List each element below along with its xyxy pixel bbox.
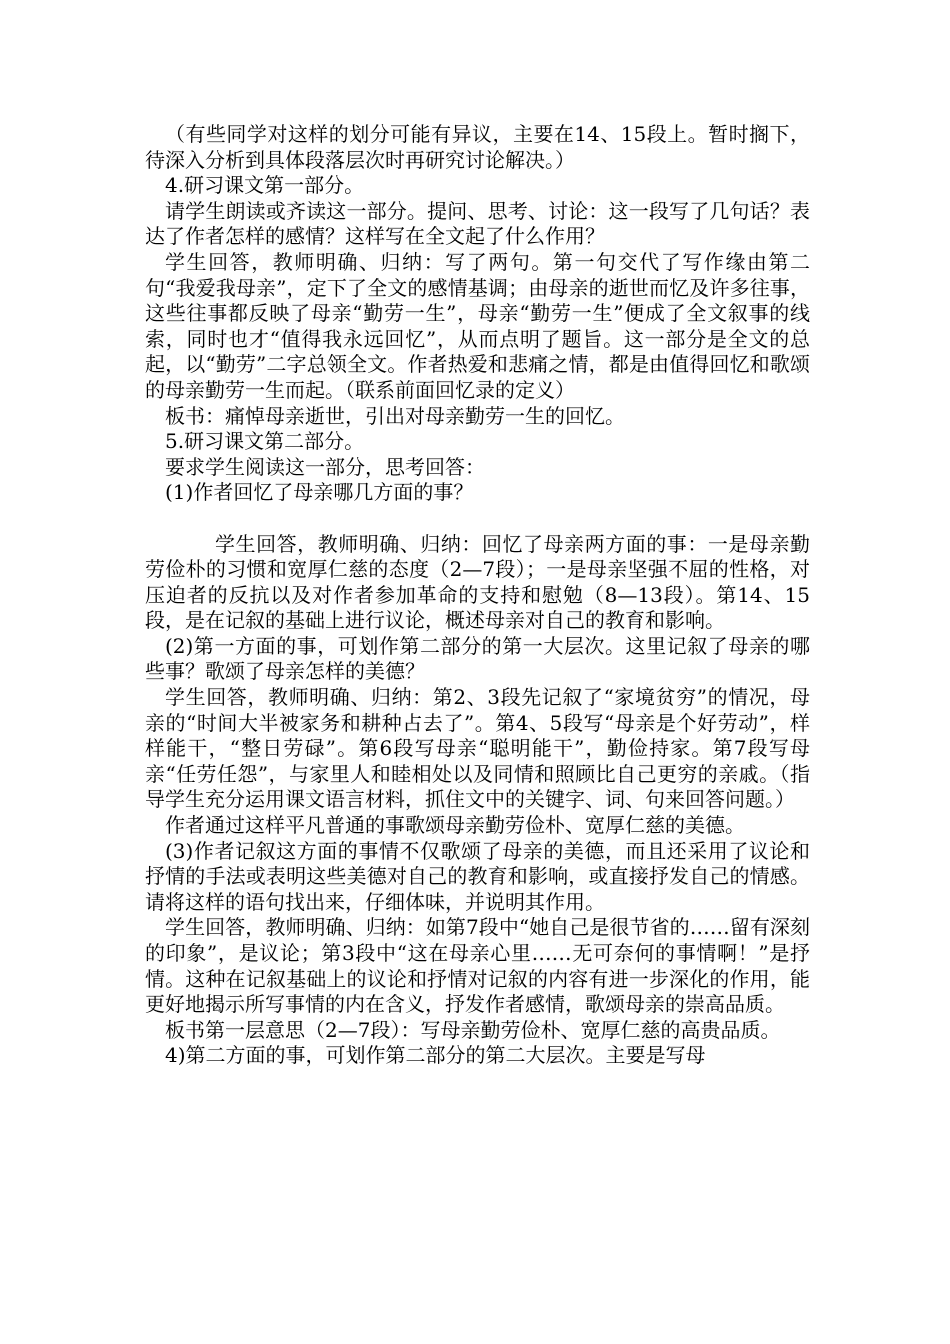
paragraph-answer-part1: 学生回答，教师明确、归纳：写了两句。第一句交代了写作缘由第二句“我爱我母亲”，定下了全文的感情基调；由母亲的逝世而忆及许多往事，这些往事都反映了母亲“勤劳一生”，母亲“勤劳一生”便成了全文叙事的线索，同时也才“值得我永远回忆”，从而点明了题旨。这一部分是全文的总起，以“勤劳”二字总领全文。作者热爱和悲痛之情，都是由值得回忆和歌颂的母亲勤劳一生而起。（联系前面回忆录的定义） [145,249,810,402]
paragraph-requirement: 要求学生阅读这一部分，思考回答： [165,454,485,479]
paragraph-answer-2: 学生回答，教师明确、归纳：第2、3段先记叙了“家境贫穷”的情况，母亲的“时间大半被家务和耕种占去了”。第4、5段写“母亲是个好劳动”，样样能干，“整日劳碌”。第6段写母亲“聪明能干”，勤俭持家。第7段写母亲“任劳任怨”，与家里人和睦相处以及同情和照顾比自己更穷的亲戚。（指导学生充分运用课文语言材料，抓住文中的关键字、词、句来回答问题。） [145,685,810,812]
paragraph-answer-1: 学生回答，教师明确、归纳：回忆了母亲两方面的事：一是母亲勤劳俭朴的习惯和宽厚仁慈的态度（2—7段）；一是母亲坚强不屈的性格，对压迫者的反抗以及对作者参加革命的支持和慰勉（8—13段）。第14、15段，是在记叙的基础上进行议论，概述母亲对自己的教育和影响。 [145,531,810,633]
paragraph-board-note-2: 板书第一层意思（2—7段）：写母亲勤劳俭朴、宽厚仁慈的高贵品质。 [165,1017,781,1042]
paragraph-question-2: (2)第一方面的事，可划作第二部分的第一大层次。这里记叙了母亲的哪些事？歌颂了母亲怎样的美德？ [145,633,810,684]
paragraph-question-1: (1)作者回忆了母亲哪几方面的事？ [165,480,474,505]
paragraph-step-5: 5.研习课文第二部分。 [165,429,365,454]
paragraph-step-4: 4.研习课文第一部分。 [165,173,365,198]
paragraph-reading-question: 请学生朗读或齐读这一部分。提问、思考、讨论：这一段写了几句话？表达了作者怎样的感情？这样写在全文起了什么作用？ [145,198,810,249]
paragraph-summary: 作者通过这样平凡普通的事歌颂母亲勤劳俭朴、宽厚仁慈的美德。 [165,813,745,838]
paragraph-answer-3: 学生回答，教师明确、归纳：如第7段中“她自己是很节省的……留有深刻的印象”，是议论；第3段中“这在母亲心里……无可奈何的事情啊！”是抒情。这种在记叙基础上的议论和抒情对记叙的内容有进一步深化的作用，能更好地揭示所写事情的内在含义，抒发作者感情，歌颂母亲的崇高品质。 [145,915,810,1017]
paragraph-board-note-1: 板书：痛悼母亲逝世，引出对母亲勤劳一生的回忆。 [165,403,625,428]
paragraph-question-4: 4)第二方面的事，可划作第二部分的第二大层次。主要是写母 [165,1043,706,1068]
document-body [145,122,810,1069]
paragraph-question-3: (3)作者记叙这方面的事情不仅歌颂了母亲的美德，而且还采用了议论和抒情的手法或表明这些美德对自己的教育和影响，或直接抒发自己的情感。请将这样的语句找出来，仔细体味，并说明其作用。 [145,838,810,914]
paragraph-note: （有些同学对这样的划分可能有异议，主要在14、15段上。暂时搁下，待深入分析到具体段落层次时再研究讨论解决。） [145,122,810,172]
